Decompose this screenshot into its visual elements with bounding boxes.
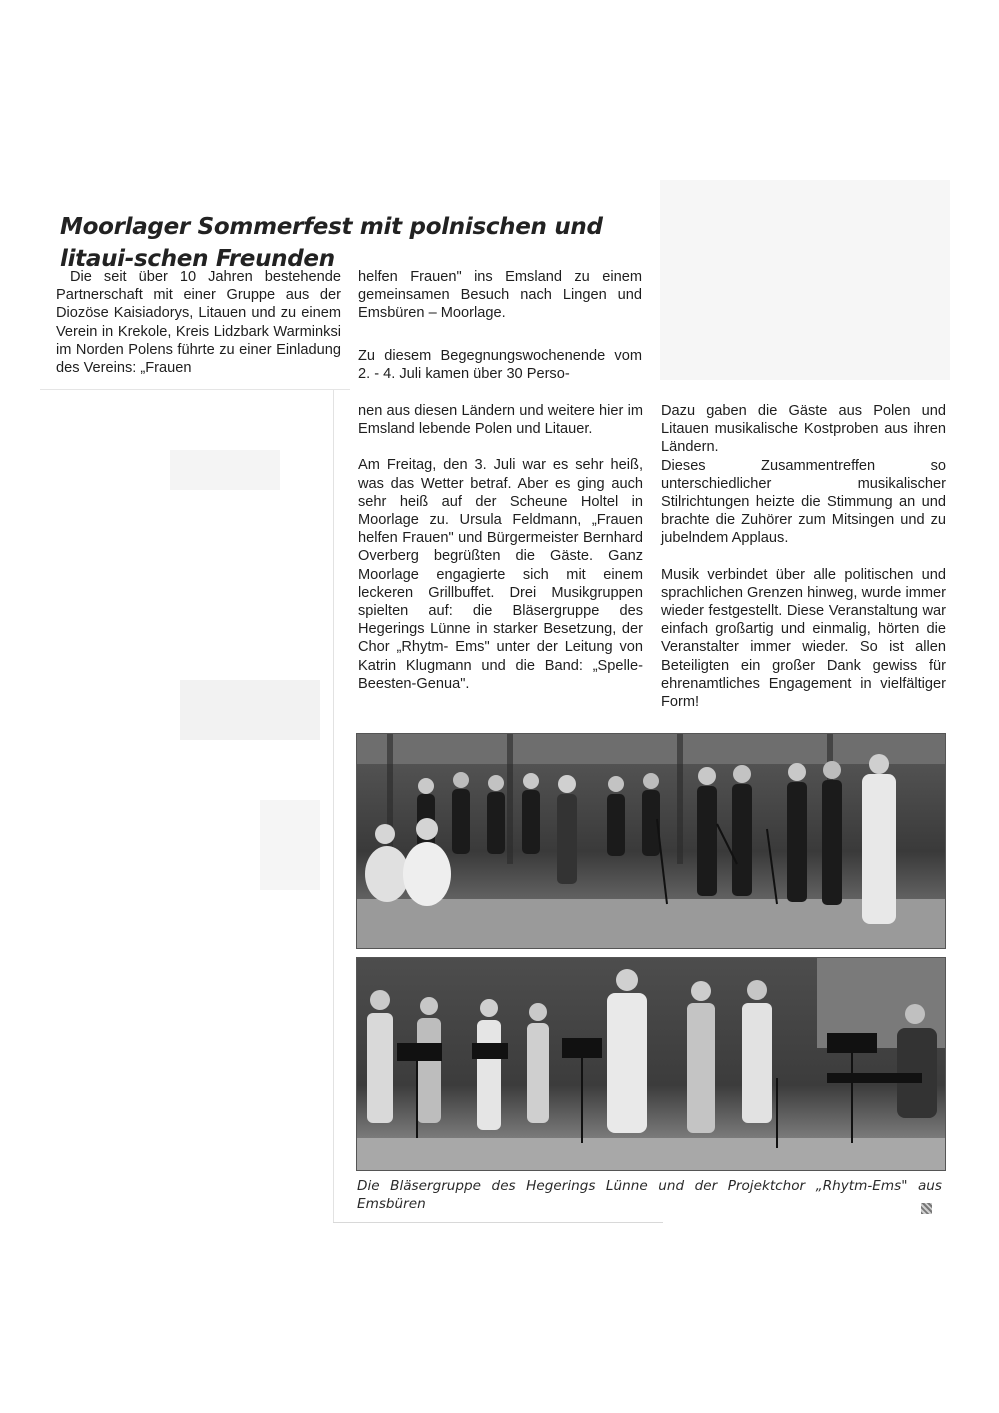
column-2-paragraph-1: helfen Frauen" ins Emsland zu einem gemeinsamen Besuch nach Lingen und Emsbüren – Moorlage. [358,269,642,322]
column-3-paragraph-2: Dieses Zusammentreffen so unterschiedlicher musikalischer Stilrichtungen heizte die Stimmung an und brachte die Zuhörer zum Mitsingen und zu jubelndem Applaus. [661,457,946,547]
column-1-paragraph: Die seit über 10 Jahren bestehende Partnerschaft mit einer Gruppe aus der Diozöse Kaisiadorys, Litauen und zu einem Verein in Krekole, Kreis Lidzbark Warminksi im Norden Polens führte zu einer Einladung des Vereins: „Frauen [56,269,341,377]
photo-caption: Die Bläsergruppe des Hegerings Lünne und der Projektchor „Rhytm-Ems" aus Emsbüren [357,1178,942,1212]
clip-left-rule [333,390,334,1222]
clip-bottom-rule [333,1222,663,1223]
column-2-paragraph-4: Am Freitag, den 3. Juli war es sehr heiß, was das Wetter betraf. Aber es ging auch sehr heiß auf der Scheune Holtel in Moorlage zu. Ursula Feldmann, „Frauen helfen Frauen" und Bürgermeister Bernhard Overberg begrüßten die Gäste. Ganz Moorlage engagierte sich mit einem leckeren Grillbuffet. Drei Musikgruppen spielten auf: die Bläsergruppe des Hegerings Lünne in starker Besetzung, der Chor „Rhytm- Ems" unter der Leitung von Katrin Klugmann und die Band: „Spelle-Beesten-Genua". [358,457,643,692]
photo-brass-band [356,733,946,949]
article-headline: Moorlager Sommerfest mit polnischen und litaui-schen Freunden [60,214,603,273]
article-column-3 [661,402,946,711]
article-column-1 [56,268,341,377]
clip-top-rule [40,389,350,390]
column-2-paragraph-3: nen aus diesen Ländern und weitere hier im Emsland lebende Polen und Litauer. [358,403,643,438]
end-of-article-mark [921,1203,932,1214]
column-2-paragraph-2: Zu diesem Begegnungswochenende vom 2. - 4. Juli kamen über 30 Perso- [358,348,642,383]
column-3-paragraph-1: Dazu gaben die Gäste aus Polen und Litauen musikalische Kostproben aus ihren Ländern. [661,403,946,456]
article-column-2-top [358,268,642,323]
photo-project-choir [356,957,946,1171]
article-column-2-middle [358,347,642,383]
article-column-2-bottom [358,402,643,693]
column-3-paragraph-3: Musik verbindet über alle politischen und sprachlichen Grenzen hinweg, wurde immer wieder festgestellt. Diese Veranstaltung war einfach großartig und einmalig, hörten die Veranstalter immer wieder. So ist allen Beteiligten ein großer Dank gewiss für ehrenamtliches Engagement in vielfältiger Form! [661,566,946,711]
